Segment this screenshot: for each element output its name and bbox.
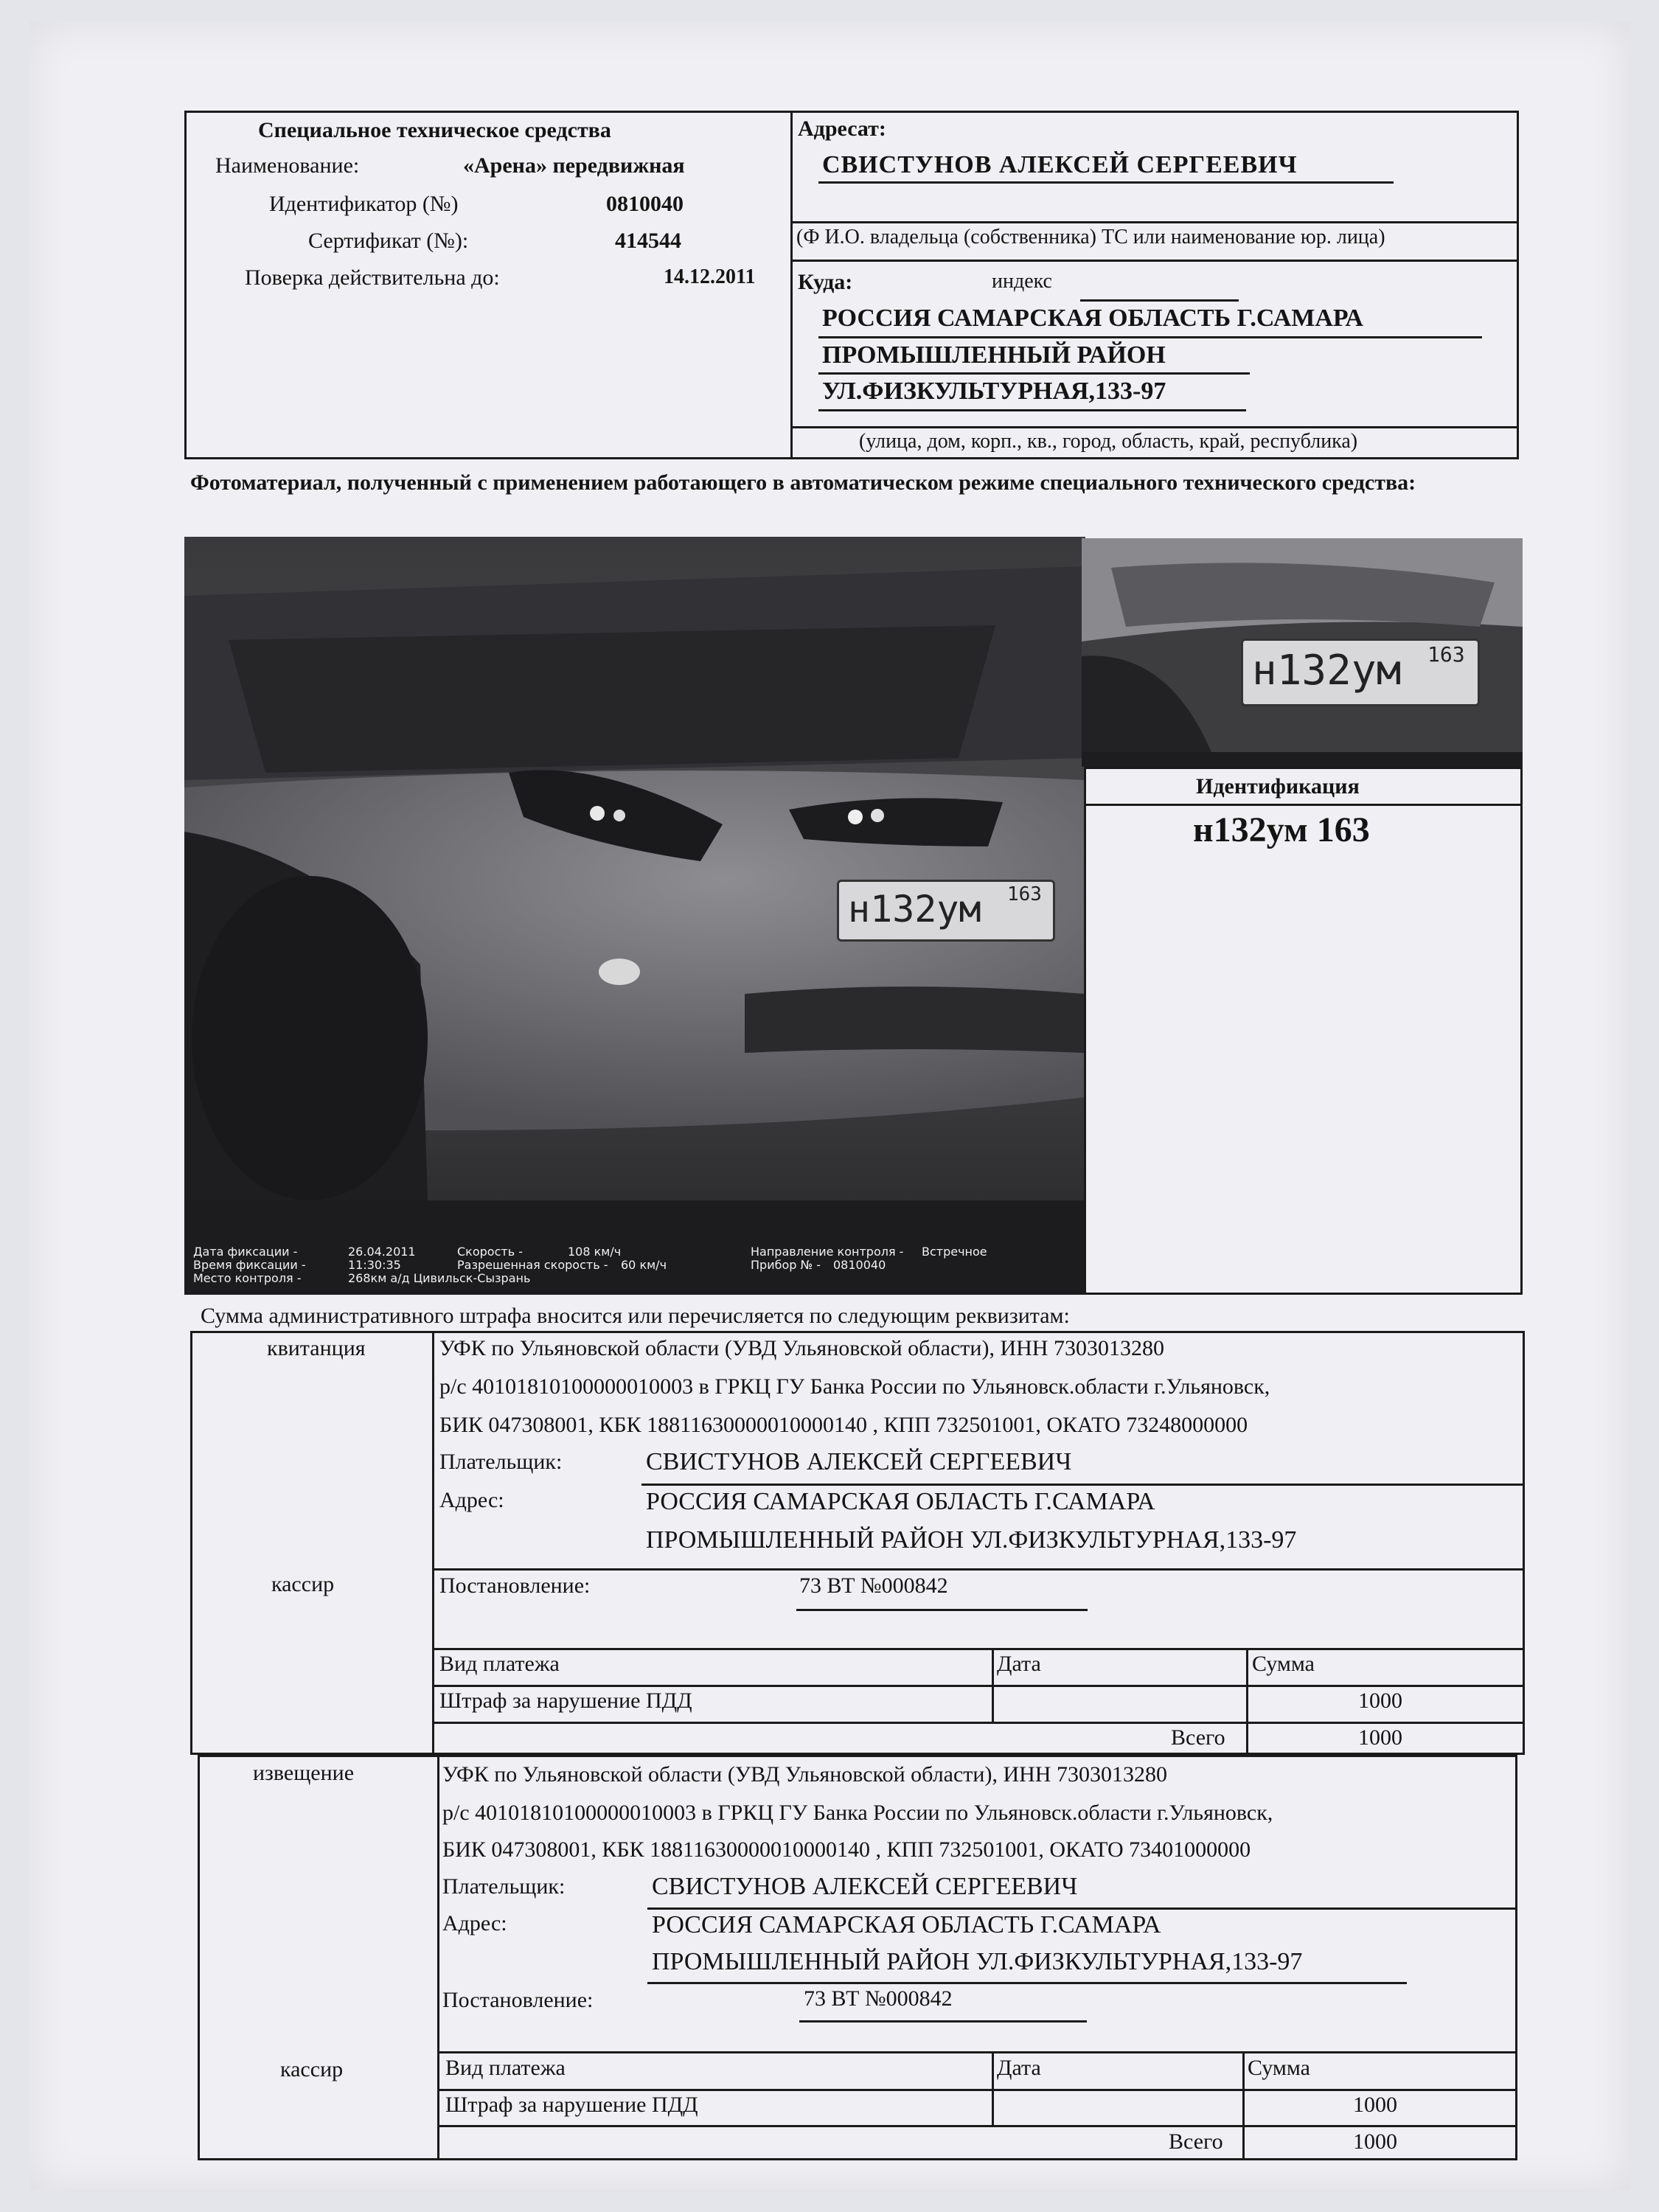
slip-receipt-addr-1: РОССИЯ САМАРСКАЯ ОБЛАСТЬ Г.САМАРА (646, 1488, 1155, 1515)
slip-receipt-decree: 73 ВТ №000842 (799, 1573, 948, 1598)
slip-receipt-col-sum: Сумма (1252, 1652, 1315, 1676)
identification-title: Идентификация (1196, 774, 1360, 799)
address-note: (улица, дом, корп., кв., город, область, край, республика) (859, 430, 1358, 453)
slip-notice-col-sum: Сумма (1248, 2056, 1310, 2080)
fine-intro: Сумма административного штрафа вносится или перечисляется по следующим реквизитам: (201, 1304, 1070, 1328)
slip-receipt-line-d (432, 1722, 1525, 1724)
slip-receipt-decree-label: Постановление: (439, 1573, 591, 1598)
addressee-name: СВИСТУНОВ АЛЕКСЕЙ СЕРГЕЕВИЧ (822, 151, 1298, 178)
slip-receipt-col-line-2 (1246, 1648, 1248, 1755)
slip-notice-col-date: Дата (997, 2056, 1041, 2080)
slip-notice-line-b (437, 2051, 1517, 2053)
info-device: 0810040 (833, 1258, 886, 1272)
slip-receipt-row-type: Штраф за нарушение ПДД (439, 1688, 692, 1713)
device-cert-value: 414544 (615, 229, 681, 253)
slip-notice-row-sum: 1000 (1353, 2093, 1397, 2117)
photo-caption: Фотоматериал, полученный с применением работающего в автоматическом режиме специального технического средства: (190, 470, 1416, 495)
info-direction: Встречное (922, 1245, 987, 1259)
info-speed: 108 км/ч (568, 1245, 622, 1259)
identification-value: н132ум 163 (1193, 810, 1370, 849)
slip-notice-col-line-2 (1242, 2051, 1245, 2160)
address-underline-1 (818, 336, 1482, 338)
slip-notice-payer: СВИСТУНОВ АЛЕКСЕЙ СЕРГЕЕВИЧ (652, 1873, 1078, 1900)
header-row-line-2 (790, 260, 1519, 262)
device-id-label: Идентификатор (№) (269, 192, 459, 216)
slip-receipt-col-type: Вид платежа (439, 1652, 560, 1676)
license-plate-main: н132ум 163 (837, 880, 1055, 942)
slip-notice-line-c (437, 2089, 1517, 2091)
slip-receipt-line-a (432, 1568, 1525, 1571)
header-divider (790, 111, 793, 459)
addressee-underline (818, 181, 1394, 184)
info-speed-label: Скорость - (457, 1245, 523, 1259)
slip-notice-decree: 73 ВТ №000842 (804, 1986, 953, 2011)
slip-notice-line-d (437, 2125, 1517, 2127)
info-place-label: Место контроля - (193, 1271, 302, 1285)
address-underline-2 (818, 372, 1250, 375)
info-time: 11:30:35 (348, 1258, 401, 1272)
slip-notice-decree-line (799, 2020, 1087, 2023)
slip-receipt-cashier: кассир (271, 1572, 335, 1596)
device-cert-label: Сертификат (№): (308, 229, 469, 253)
slip-receipt-recipient-2: р/с 40101810100000010003 в ГРКЦ ГУ Банка России по Ульяновск.области г.Ульяновск, (439, 1374, 1270, 1399)
slip-receipt-line-b (432, 1648, 1525, 1650)
identification-divider (1084, 804, 1523, 806)
slip-receipt-payer: СВИСТУНОВ АЛЕКСЕЙ СЕРГЕЕВИЧ (646, 1448, 1072, 1475)
slip-receipt-decree-line (796, 1609, 1088, 1611)
device-name-value: «Арена» передвижная (463, 153, 685, 178)
plate-zoom-photo (1082, 538, 1523, 767)
slip-notice-recipient-2: р/с 40101810100000010003 в ГРКЦ ГУ Банка России по Ульяновск.области г.Ульяновск, (442, 1801, 1273, 1825)
device-check-value: 14.12.2011 (664, 265, 756, 288)
slip-receipt-total-label: Всего (1171, 1725, 1225, 1750)
license-plate-zoom: н132ум 163 (1241, 639, 1480, 706)
index-label: индекс (992, 270, 1052, 293)
slip-notice-addr-line (647, 1982, 1407, 1984)
slip-receipt-recipient-1: УФК по Ульяновской области (УВД Ульяновской области), ИНН 7303013280 (439, 1336, 1164, 1360)
slip-receipt-total: 1000 (1358, 1725, 1402, 1750)
slip-receipt-line-c (432, 1685, 1525, 1687)
header-row-line-1 (790, 221, 1519, 223)
address-line-3: УЛ.ФИЗКУЛЬТУРНАЯ,133-97 (822, 378, 1166, 405)
addressee-label: Адресат: (798, 116, 886, 141)
device-id-value: 0810040 (606, 192, 684, 216)
info-place: 268км а/д Цивильск-Сызрань (348, 1271, 531, 1285)
slip-notice-decree-label: Постановление: (442, 1988, 594, 2012)
info-device-label: Прибор № - (751, 1258, 821, 1272)
info-date: 26.04.2011 (348, 1245, 416, 1259)
slip-notice-addr-2: ПРОМЫШЛЕННЫЙ РАЙОН УЛ.ФИЗКУЛЬТУРНАЯ,133-97 (652, 1948, 1303, 1975)
slip-receipt-addr-label: Адрес: (439, 1488, 504, 1512)
info-direction-label: Направление контроля - (751, 1245, 904, 1259)
slip-notice-recipient-1: УФК по Ульяновской области (УВД Ульяновской области), ИНН 7303013280 (442, 1762, 1167, 1787)
slip-notice-recipient-3: БИК 047308001, КБК 18811630000010000140 , КПП 732501001, ОКАТО 73401000000 (442, 1837, 1251, 1862)
slip-notice-divider (437, 1755, 439, 2160)
info-date-label: Дата фиксации - (193, 1245, 298, 1259)
address-underline-3 (818, 409, 1246, 411)
slip-notice-cashier: кассир (280, 2057, 344, 2081)
slip-receipt-recipient-3: БИК 047308001, КБК 18811630000010000140 , КПП 732501001, ОКАТО 73248000000 (439, 1413, 1248, 1437)
slip-notice-payer-line (647, 1907, 1517, 1910)
device-title: Специальное техническое средства (258, 118, 611, 142)
info-allowed: 60 км/ч (621, 1258, 667, 1272)
slip-receipt-divider (432, 1331, 434, 1755)
where-label: Куда: (798, 270, 853, 294)
info-time-label: Время фиксации - (193, 1258, 306, 1272)
slip-notice-total-label: Всего (1169, 2129, 1223, 2154)
slip-notice-total: 1000 (1353, 2129, 1397, 2154)
info-allowed-label: Разрешенная скорость - (457, 1258, 608, 1272)
device-name-label: Наименование: (215, 153, 360, 178)
owner-note: (Ф И.О. владельца (собственника) ТС или наименование юр. лица) (796, 226, 1385, 248)
device-check-label: Поверка действительна до: (245, 265, 500, 290)
index-line (1080, 299, 1239, 302)
slip-notice-row-type: Штраф за нарушение ПДД (445, 2093, 698, 2117)
slip-receipt-payer-label: Плательщик: (439, 1450, 563, 1474)
header-row-line-3 (790, 426, 1519, 428)
slip-receipt-addr-2: ПРОМЫШЛЕННЫЙ РАЙОН УЛ.ФИЗКУЛЬТУРНАЯ,133-97 (646, 1526, 1297, 1554)
slip-receipt-col-date: Дата (997, 1652, 1041, 1676)
slip-notice-col-line-1 (992, 2051, 994, 2125)
slip-receipt-payer-line (641, 1484, 1523, 1486)
slip-receipt-label: квитанция (267, 1336, 366, 1360)
slip-receipt-row-sum: 1000 (1358, 1688, 1402, 1713)
address-line-1: РОССИЯ САМАРСКАЯ ОБЛАСТЬ Г.САМАРА (822, 305, 1363, 332)
main-photo (184, 537, 1085, 1295)
address-line-2: ПРОМЫШЛЕННЫЙ РАЙОН (822, 341, 1166, 369)
slip-notice-addr-1: РОССИЯ САМАРСКАЯ ОБЛАСТЬ Г.САМАРА (652, 1911, 1161, 1938)
slip-notice-label: извещение (253, 1761, 355, 1785)
slip-notice-payer-label: Плательщик: (442, 1874, 566, 1899)
slip-notice-col-type: Вид платежа (445, 2056, 566, 2080)
slip-notice-addr-label: Адрес: (442, 1911, 507, 1935)
